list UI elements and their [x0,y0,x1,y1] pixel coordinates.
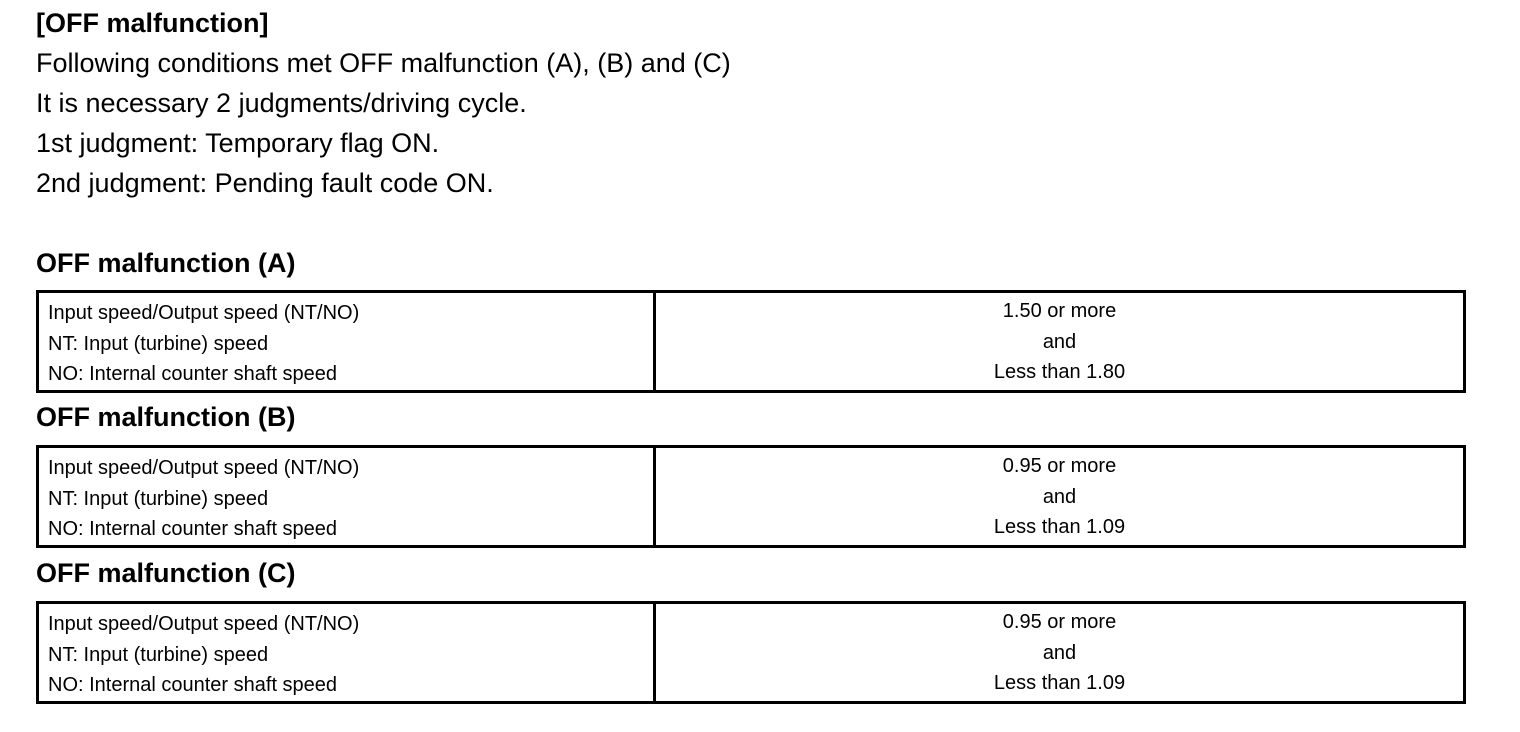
table-row [38,292,1465,392]
condition-line: Less than 1.09 [993,516,1126,538]
parameter-line: Input speed/Output speed (NT/NO) [48,457,360,479]
section-heading-a: OFF malfunction (A) [36,248,296,278]
condition-line: and [1042,330,1077,353]
condition-table-a [36,290,1466,393]
parameter-line: Input speed/Output speed (NT/NO) [48,302,360,324]
intro-line: 2nd judgment: Pending fault code ON. [36,168,494,198]
condition-line: and [1042,641,1077,664]
parameter-cell [38,603,655,703]
condition-line: and [1042,485,1077,508]
condition-line: 0.95 or more [1002,611,1117,633]
document-title: [OFF malfunction] [36,8,269,38]
condition-line: Less than 1.80 [993,361,1126,383]
condition-line: 1.50 or more [1002,300,1117,322]
intro-line: 1st judgment: Temporary flag ON. [36,128,440,158]
condition-cell [655,292,1465,392]
intro-line: It is necessary 2 judgments/driving cycle. [36,88,527,118]
condition-table-b [36,445,1466,548]
parameter-line: Input speed/Output speed (NT/NO) [48,613,360,635]
parameter-cell [38,292,655,392]
parameter-line: NO: Internal counter shaft speed [48,518,338,540]
parameter-line: NO: Internal counter shaft speed [48,363,338,385]
section-heading-b: OFF malfunction (B) [36,402,296,432]
section-heading-c: OFF malfunction (C) [36,558,296,588]
condition-table-c [36,601,1466,704]
parameter-line: NT: Input (turbine) speed [48,487,269,510]
parameter-line: NO: Internal counter shaft speed [48,674,338,696]
condition-cell [655,447,1465,547]
table-row [38,603,1465,703]
table-row [38,447,1465,547]
intro-line: Following conditions met OFF malfunction (A), (B) and (C) [36,48,731,78]
parameter-line: NT: Input (turbine) speed [48,332,269,355]
condition-cell [655,603,1465,703]
parameter-cell [38,447,655,547]
condition-line: 0.95 or more [1002,455,1117,477]
parameter-line: NT: Input (turbine) speed [48,643,269,666]
condition-line: Less than 1.09 [993,672,1126,694]
